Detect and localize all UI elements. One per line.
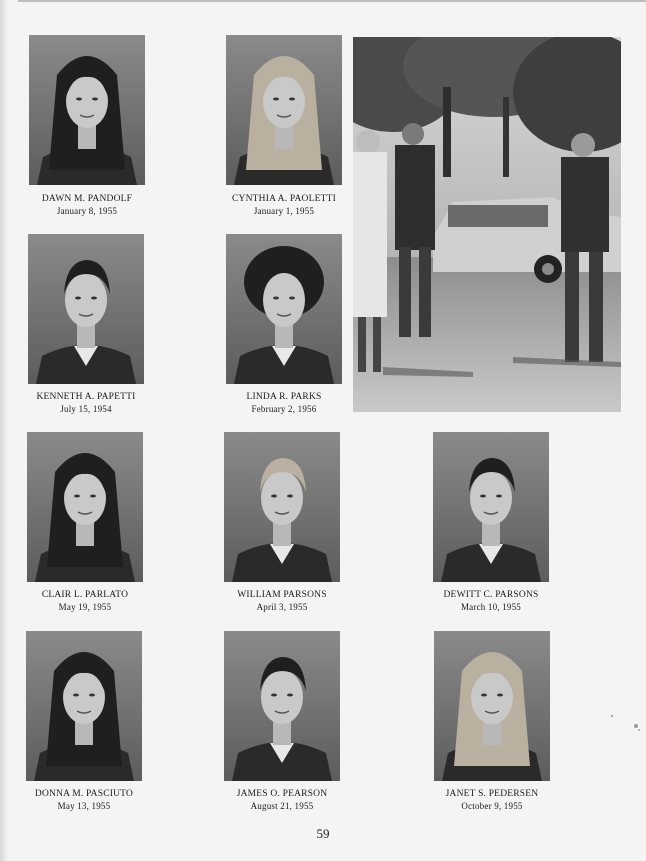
student-name: JAMES O. PEARSON xyxy=(236,789,328,799)
student-birthdate: April 3, 1955 xyxy=(256,602,308,612)
scan-specks xyxy=(606,712,646,742)
student-caption xyxy=(0,788,174,812)
student-name: DONNA M. PASCIUTO xyxy=(34,789,134,799)
student-birthdate: January 8, 1955 xyxy=(56,206,118,216)
portrait-photo xyxy=(28,234,144,384)
student-name: DAWN M. PANDOLF xyxy=(41,194,133,204)
portrait-photo xyxy=(29,35,145,185)
student-name: CYNTHIA A. PAOLETTI xyxy=(232,194,336,204)
portrait-photo xyxy=(226,35,342,185)
student-name: WILLIAM PARSONS xyxy=(237,590,327,600)
student-caption xyxy=(402,788,582,812)
portrait-photo xyxy=(27,432,143,582)
student-caption xyxy=(194,391,374,415)
student-birthdate: July 15, 1954 xyxy=(60,404,112,414)
student-name: DEWITT C. PARSONS xyxy=(443,590,539,600)
student-name: CLAIR L. PARLATO xyxy=(41,590,129,600)
portrait-photo xyxy=(224,631,340,781)
portrait-photo xyxy=(26,631,142,781)
candid-photo xyxy=(353,37,621,412)
student-caption xyxy=(194,193,374,217)
top-rule xyxy=(18,0,646,2)
student-caption xyxy=(0,589,175,613)
student-birthdate: August 21, 1955 xyxy=(250,801,314,811)
portrait-photo xyxy=(433,432,549,582)
student-caption xyxy=(0,391,176,415)
binding-shadow xyxy=(0,0,8,861)
student-caption xyxy=(0,193,177,217)
student-birthdate: May 13, 1955 xyxy=(57,801,111,811)
student-birthdate: February 2, 1956 xyxy=(251,404,317,414)
student-caption xyxy=(192,788,372,812)
student-name: LINDA R. PARKS xyxy=(246,392,322,402)
student-birthdate: May 19, 1955 xyxy=(58,602,112,612)
student-birthdate: January 1, 1955 xyxy=(253,206,315,216)
portrait-photo xyxy=(224,432,340,582)
student-birthdate: October 9, 1955 xyxy=(461,801,523,811)
student-name: KENNETH A. PAPETTI xyxy=(36,392,136,402)
student-birthdate: March 10, 1955 xyxy=(460,602,522,612)
portrait-photo xyxy=(434,631,550,781)
portrait-photo xyxy=(226,234,342,384)
student-caption xyxy=(192,589,372,613)
student-caption xyxy=(401,589,581,613)
student-name: JANET S. PEDERSEN xyxy=(445,789,539,799)
page-number: 59 xyxy=(316,826,330,841)
